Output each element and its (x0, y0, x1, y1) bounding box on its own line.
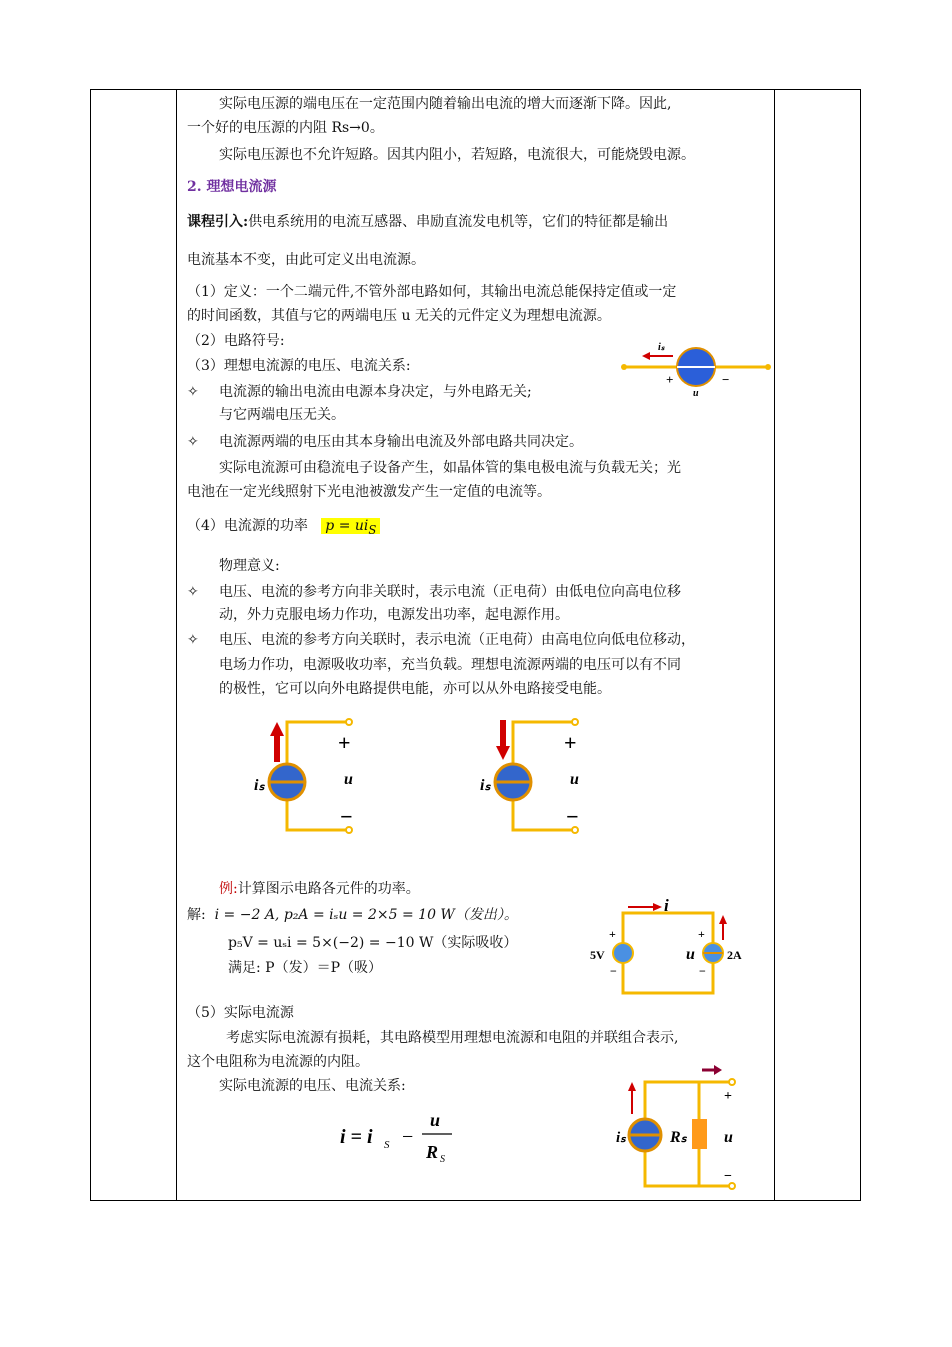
svg-text:+: + (338, 730, 351, 755)
section-heading: 2. 理想电流源 (187, 179, 277, 195)
svg-text:2A: 2A (727, 948, 742, 962)
solution-eq: i = −2 A, p₂A = iₛu = 2×5 = 10 W（发出）。 (214, 907, 518, 923)
bullet-text: 电流源两端的电压由其本身输出电流及外部电路共同决定。 (219, 434, 583, 450)
bullet-icon: ✧ (187, 384, 199, 400)
svg-text:iₛ: iₛ (616, 1130, 626, 1146)
solution-line: p₅V = uₛi = 5×(−2) = −10 W（实际吸收） (228, 935, 518, 951)
bullet-text: 的极性，它可以向外电路提供电能，亦可以从外电路接受电能。 (219, 681, 611, 697)
table-column-divider (176, 89, 177, 1201)
definition-line: （1）定义：一个二端元件,不管外部电路如何，其输出电流总能保持定值或一定 (187, 284, 677, 300)
svg-text:+: + (666, 372, 674, 387)
terminal (765, 364, 771, 370)
bullet-text: 电场力作功，电源吸收功率，充当负载。理想电流源两端的电压可以有不同 (219, 657, 681, 673)
svg-text:u: u (724, 1129, 733, 1146)
svg-text:+: + (698, 927, 705, 941)
arrow-right-icon (714, 1065, 722, 1075)
real-source-circuit (612, 1062, 762, 1192)
solution-line: 满足: P（发）＝P（吸） (228, 960, 383, 976)
arrow-up-icon (719, 915, 727, 924)
current-arrow (500, 720, 506, 748)
definition-line: 的时间函数，其值与它的两端电压 u 无关的元件定义为理想电流源。 (187, 308, 611, 324)
svg-text:iₛ: iₛ (254, 777, 265, 794)
symbol-label: （2）电路符号: (187, 333, 285, 349)
svg-text:u: u (686, 946, 695, 963)
solution-line (187, 905, 518, 925)
arrow-head-icon (642, 352, 650, 360)
paragraph-line: 物理意义: (219, 558, 280, 574)
paragraph-line: 考虑实际电流源有损耗，其电路模型用理想电流源和电阻的并联组合表示, (226, 1030, 679, 1046)
current-source-symbol (618, 338, 778, 408)
relation-label: （3）理想电流源的电压、电流关系: (187, 358, 411, 374)
wire-loop (623, 913, 713, 993)
arrow-up-icon (270, 722, 284, 736)
example-circuit (588, 895, 758, 1000)
svg-text:−: − (722, 372, 730, 387)
paragraph-line: 这个电阻称为电流源的内阻。 (187, 1054, 369, 1070)
svg-text:u: u (570, 771, 579, 788)
svg-text:5V: 5V (590, 948, 605, 962)
solution-label: 解: (187, 907, 206, 923)
resistor (692, 1119, 707, 1149)
table-column-divider (774, 89, 775, 1201)
current-arrow (274, 734, 280, 762)
voltage-source (613, 943, 633, 963)
paragraph-line: 一个好的电压源的内阻 Rs→0。 (187, 120, 384, 136)
circuit-diagram-b (476, 712, 606, 842)
paragraph-line: 实际电流源可由稳流电子设备产生，如晶体管的集电极电流与负载无关；光 (219, 460, 681, 476)
paragraph-line: 实际电压源的端电压在一定范围内随着输出电流的增大而逐渐下降。因此, (219, 96, 672, 112)
example-text: 计算图示电路各元件的功率。 (237, 881, 420, 897)
circuit-diagram-a (250, 712, 380, 842)
svg-text:u: u (693, 388, 699, 399)
svg-text:+: + (564, 730, 577, 755)
intro-line (187, 212, 668, 232)
svg-text:u: u (344, 771, 353, 788)
bullet-text: 电压、电流的参考方向非关联时，表示电流（正电荷）由低电位向高电位移 (219, 584, 681, 600)
paragraph-line: 电池在一定光线照射下光电池被激发产生一定值的电流等。 (187, 484, 551, 500)
bullet-icon: ✧ (187, 434, 199, 450)
svg-text:+: + (724, 1089, 732, 1104)
svg-text:S: S (384, 1139, 390, 1151)
example-line (219, 879, 420, 899)
intro-text: 供电系统用的电流互感器、串励直流发电机等，它们的特征都是输出 (248, 214, 669, 230)
svg-text:i: i (664, 896, 669, 915)
arrow-down-icon (496, 746, 510, 760)
power-label: （4）电流源的功率 (187, 518, 308, 534)
paragraph-line: 电流基本不变，由此可定义出电流源。 (187, 252, 425, 268)
svg-text:−: − (566, 804, 579, 829)
svg-text:−: − (610, 964, 617, 978)
svg-text:+: + (609, 927, 616, 941)
svg-text:−: − (699, 964, 706, 978)
terminal (621, 364, 627, 370)
bullet-text: 动，外力克服电场力作功，电源发出功率，起电源作用。 (219, 607, 569, 623)
bullet-icon: ✧ (187, 632, 199, 648)
real-source-label: （5）实际电流源 (187, 1005, 294, 1021)
arrow-right-icon (653, 903, 662, 911)
power-line (187, 516, 380, 540)
intro-label: 课程引入: (187, 214, 249, 230)
svg-text:iₛ: iₛ (480, 777, 491, 794)
terminal (729, 1079, 735, 1085)
terminal (346, 719, 352, 725)
bullet-text: 电流源的输出电流由电源本身决定，与外电路无关; (219, 384, 532, 400)
svg-text:i = i: i = i (340, 1126, 373, 1148)
power-formula: $p = ui_S$ (321, 518, 380, 534)
bullet-text: 电压、电流的参考方向关联时，表示电流（正电荷）由高电位向低电位移动， (219, 632, 695, 648)
bullet-text: 与它两端电压无关。 (219, 407, 345, 423)
svg-text:R: R (426, 1142, 439, 1162)
example-label: 例: (219, 881, 238, 897)
paragraph-line: 实际电压源也不允许短路。因其内阻小，若短路，电流很大，可能烧毁电源。 (219, 147, 695, 163)
equation-real-source (340, 1108, 470, 1168)
svg-text:−: − (724, 1169, 732, 1184)
terminal (572, 719, 578, 725)
arrow-up-icon (628, 1082, 636, 1091)
svg-text:iₛ: iₛ (658, 342, 665, 353)
svg-text:S: S (440, 1154, 445, 1165)
svg-text:u: u (430, 1110, 441, 1130)
bullet-icon: ✧ (187, 584, 199, 600)
svg-text:−: − (402, 1126, 414, 1148)
svg-text:−: − (340, 804, 353, 829)
paragraph-line: 实际电流源的电压、电流关系: (219, 1078, 406, 1094)
svg-text:Rₛ: Rₛ (670, 1129, 687, 1146)
